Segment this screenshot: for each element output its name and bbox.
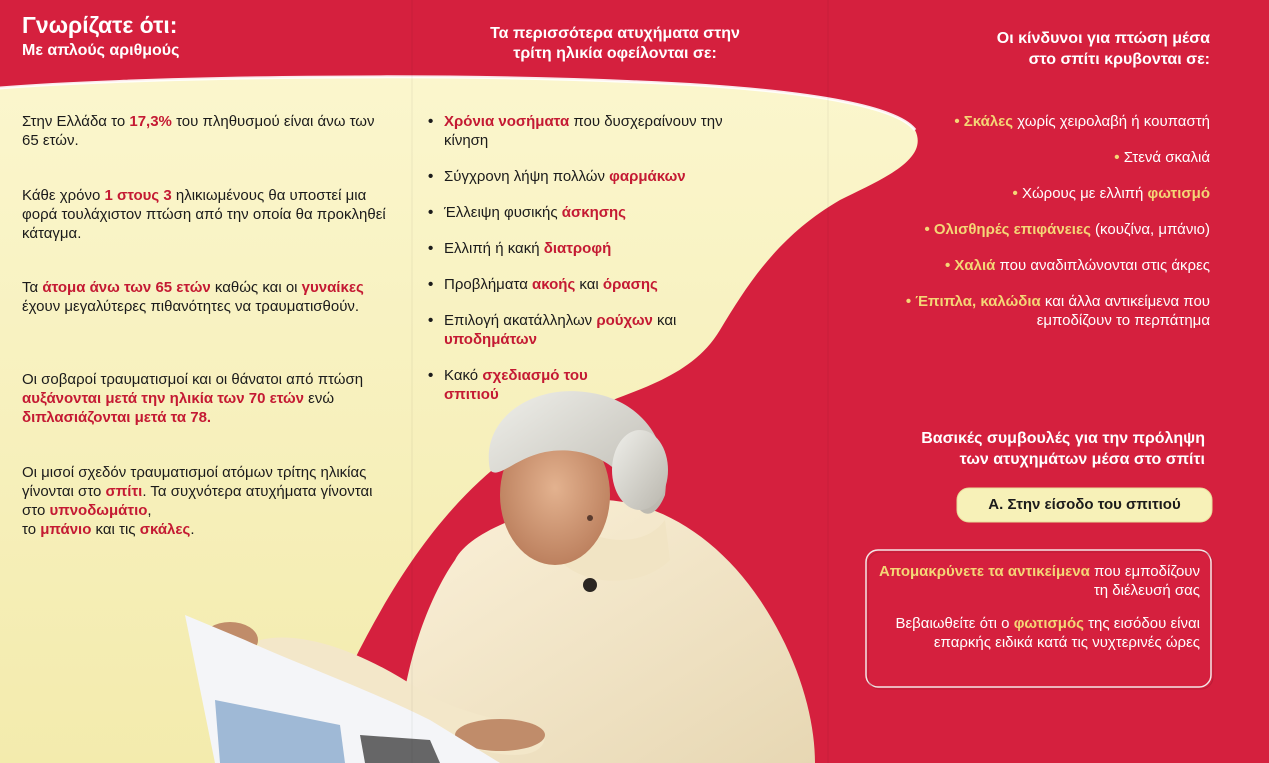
highlight: Χαλιά [954,257,996,274]
highlight: Έπιπλα, καλώδια [915,293,1041,310]
bullet-icon: • [924,221,930,238]
highlight: διπλασιάζονται μετά τα 78. [22,409,212,426]
list-item [428,275,758,294]
bullet-icon: • [954,113,960,130]
highlight: αυξάνονται μετά την ηλικία των 70 ετών [22,390,304,407]
text: Ελλιπή ή κακή [444,240,544,257]
tip-1 [878,562,1200,600]
text: που εμποδίζουν τη διέλευσή σας [1089,563,1200,599]
middle-title-line: τρίτη ηλικία οφείλονται σε: [513,45,717,62]
highlight: Σκάλες [963,113,1014,130]
highlight: σκάλες [139,521,191,538]
text: Έλλειψη φυσικής [444,204,562,221]
text: Οι μισοί σχεδόν τραυματισμοί ατόμων τρίτης ηλικίας γίνονται στο [22,464,367,500]
hazards-list [835,112,1210,330]
text: και άλλα αντικείμενα που εμποδίζουν το περπάτημα [1036,293,1210,329]
text: χωρίς χειρολαβή ή κουπαστή [1013,113,1210,130]
highlight: φαρμάκων [609,168,686,185]
highlight: φωτισμό [1147,185,1210,202]
entry-label: Α. Στην είσοδο του σπιτιού [988,496,1181,513]
tip-2 [878,614,1200,652]
tips-heading-line: Βασικές συμβουλές για την πρόληψη [921,430,1205,447]
left-title: Γνωρίζατε ότι: [22,12,178,38]
text: ενώ [304,390,335,407]
text: που δυσχεραίνουν την κίνηση [444,113,723,149]
highlight: υπνοδωμάτιο [49,502,148,519]
text: του πληθυσμού είναι άνω των 65 ετών. [22,113,375,149]
text: Οι σοβαροί τραυματισμοί και οι θάνατοι από πτώση [22,371,364,388]
highlight: υποδημάτων [444,331,537,348]
text: καθώς και οι [210,279,302,296]
fact-paragraph-1 [22,112,382,150]
text: Προβλήματα [444,276,533,293]
tips-box [878,562,1200,652]
list-item [428,311,714,349]
text: έχουν μεγαλύτερες πιθανότητες να τραυματισθούν. [22,298,360,315]
left-subtitle: Με απλούς αριθμούς [22,42,180,59]
highlight: σπίτι [105,483,143,500]
list-item [428,203,758,222]
fact-paragraph-5 [22,463,382,539]
bullet-icon: • [944,257,951,274]
highlight: φωτισμός [1013,615,1084,632]
right-title [880,28,1210,70]
list-item [428,366,634,404]
text: Επιλογή ακατάλληλων [444,312,597,329]
list-item [835,220,1210,239]
fact-paragraph-2 [22,186,402,243]
highlight: γυναίκες [301,279,364,296]
text: και τις [91,521,140,538]
bullet-icon: • [1012,185,1018,202]
text: Κακό [444,367,483,384]
text: . [190,521,195,538]
highlight: άτομα άνω των 65 ετών [42,279,211,296]
right-title-line: στο σπίτι κρυβονται σε: [1028,51,1210,68]
bullet-icon: • [905,293,912,310]
text: Κάθε χρόνο [22,187,105,204]
text: Χώρους με ελλιπή [1021,185,1148,202]
highlight: Απομακρύνετε τα αντικείμενα [878,563,1090,580]
middle-title-line: Τα περισσότερα ατυχήματα στην [490,25,740,42]
highlight: σχεδιασμό του σπιτιού [444,367,588,403]
list-item [428,167,758,186]
text: Βεβαιωθείτε ότι ο [895,615,1014,632]
text: της εισόδου είναι επαρκής ειδικά κατά τις νυχτερινές ώρες [933,615,1200,651]
highlight: 1 στους 3 [104,187,172,204]
highlight: 17,3% [129,113,172,130]
list-item [835,112,1210,131]
text: Στενά σκαλιά [1123,149,1210,166]
highlight: ρούχων [596,312,653,329]
causes-list [428,112,758,404]
highlight: Ολισθηρές επιφάνειες [933,221,1091,238]
list-item [835,148,1210,167]
right-title-line: Οι κίνδυνοι για πτώση μέσα [996,30,1210,47]
fact-paragraph-4 [22,370,382,427]
tips-heading-line: των ατυχημάτων μέσα στο σπίτι [959,451,1205,468]
tips-heading [840,428,1205,470]
list-item [835,184,1210,203]
highlight: διατροφή [543,240,612,257]
list-item [835,256,1210,275]
bullet-icon: • [1114,149,1120,166]
text: και [575,276,603,293]
highlight: άσκησης [561,204,626,221]
middle-title [430,24,800,64]
text: Σύγχρονη λήψη πολλών [444,168,610,185]
list-item [428,112,758,150]
text: . Τα συχνότερα ατυχήματα γίνονται στο [22,483,373,519]
text: το [22,521,41,538]
text: ηλικιωμένους θα υποστεί μια φορά τουλάχιστον πτώση από την οποία θα προκληθεί κάταγμα. [22,187,386,242]
highlight: ακοής [532,276,576,293]
text: και [652,312,677,329]
highlight: μπάνιο [40,521,92,538]
highlight: όρασης [602,276,658,293]
highlight: Χρόνια νοσήματα [444,113,570,130]
list-item [428,239,758,258]
text: Τα [22,279,43,296]
text: που αναδιπλώνονται στις άκρες [995,257,1210,274]
text: (κουζίνα, μπάνιο) [1090,221,1210,238]
list-item [835,292,1210,330]
fact-paragraph-3 [22,278,382,316]
text: Στην Ελλάδα το [22,113,130,130]
text: , [147,502,152,519]
